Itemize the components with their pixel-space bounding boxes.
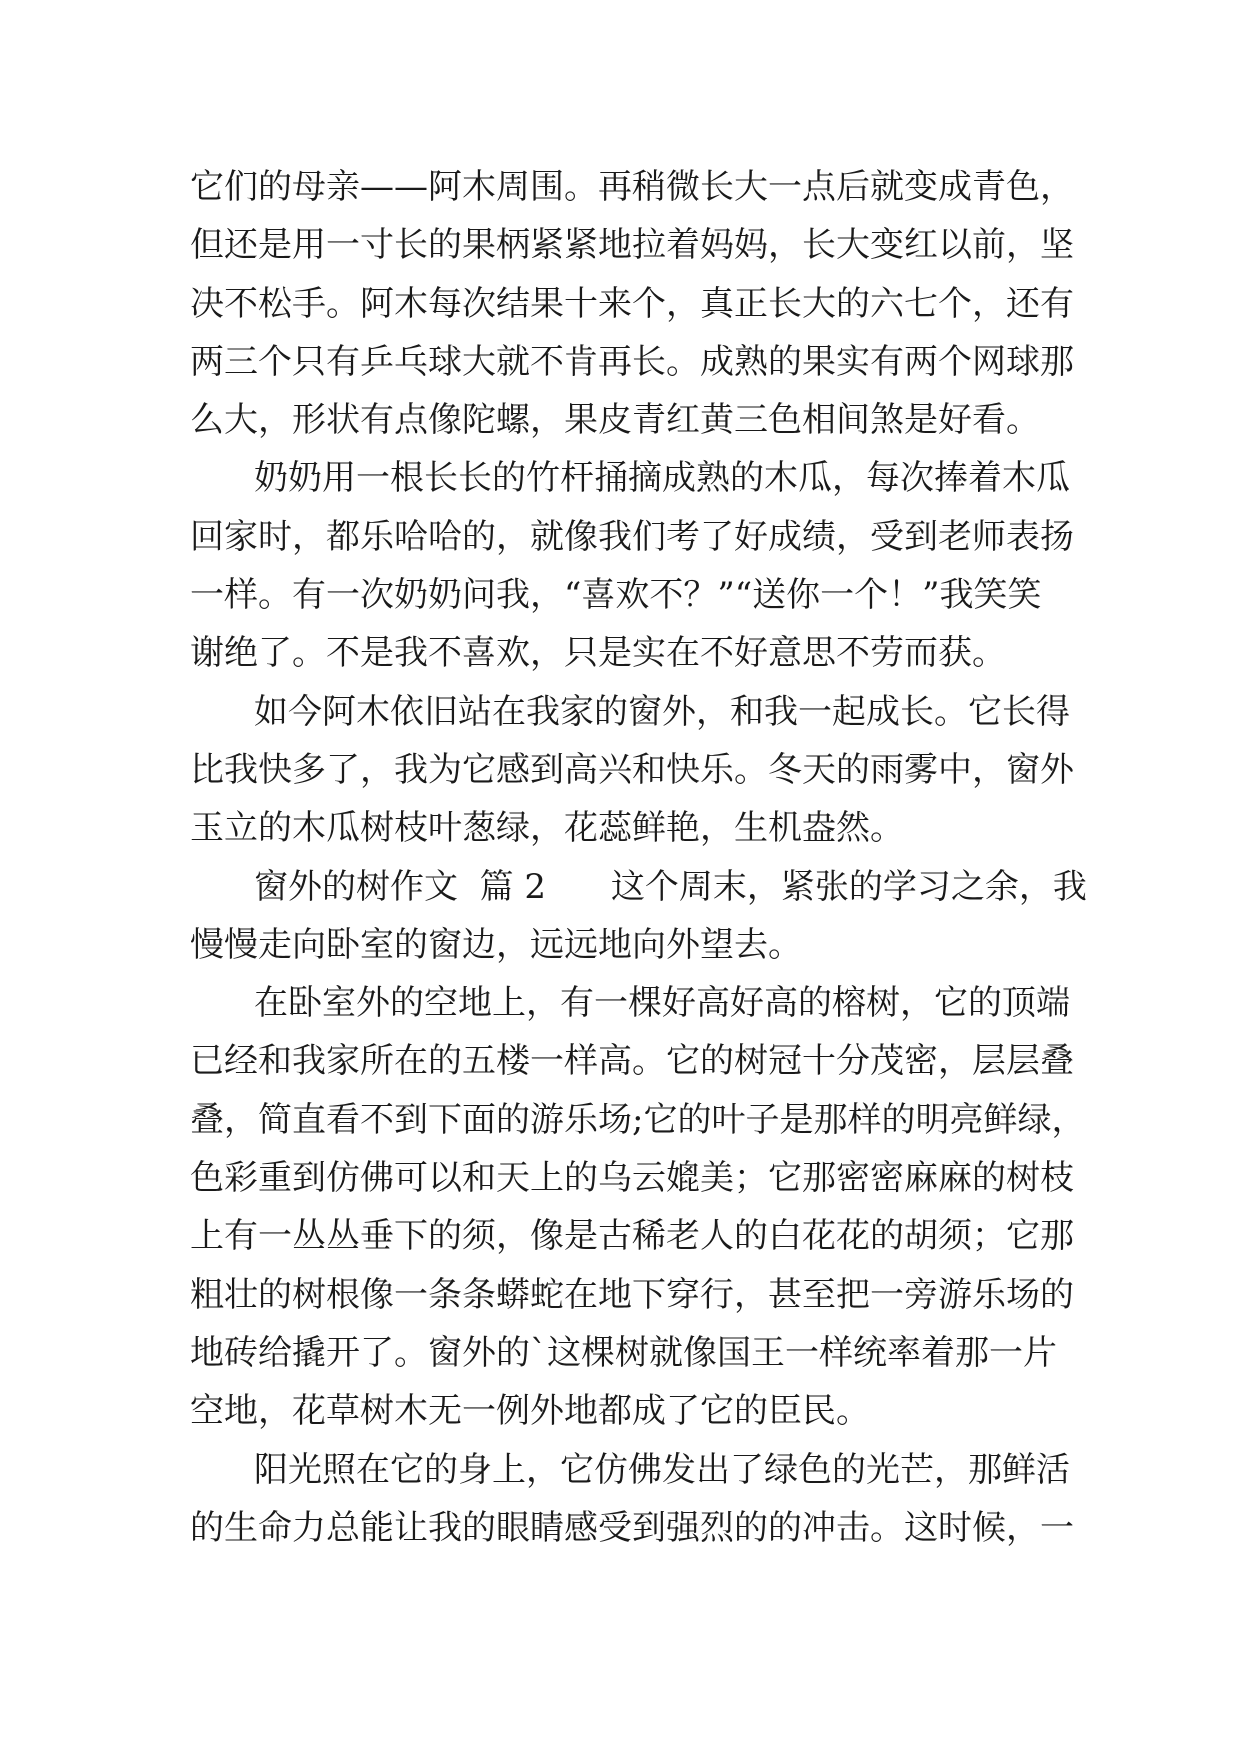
text-line: 玉立的木瓜树枝叶葱绿，花蕊鲜艳，生机盎然。 [190,808,904,849]
text-line: 么大，形状有点像陀螺，果皮青红黄三色相间煞是好看。 [190,400,1040,441]
paragraph-4 [190,858,1087,975]
text-line: 慢慢走向卧室的窗边，远远地向外望去。 [190,924,802,965]
text-line: 但还是用一寸长的果柄紧紧地拉着妈妈，长大变红以前，坚 [190,225,1074,266]
paragraph-2 [190,449,1074,682]
text-line: 谢绝了。不是我不喜欢，只是实在不好意思不劳而获。 [190,633,1006,674]
text-line: 奶奶用一根长长的竹杆捅摘成熟的木瓜，每次捧着木瓜 [254,458,1070,499]
text-line: 的生命力总能让我的眼睛感受到强烈的的冲击。这时候，一 [190,1507,1074,1548]
text-line: 粗壮的树根像一条条蟒蛇在地下穿行，甚至把一旁游乐场的 [190,1274,1074,1315]
text-line: 色彩重到仿佛可以和天上的乌云媲美；它那密密麻麻的树枝 [190,1158,1074,1199]
paragraph-3 [190,683,1074,858]
section-heading-line: 窗外的树作文 篇 2 这个周末，紧张的学习之余，我 [254,866,1087,907]
text-line: 空地，花草树木无一例外地都成了它的臣民。 [190,1391,870,1432]
text-line: 回家时，都乐哈哈的，就像我们考了好成绩，受到老师表扬 [190,516,1074,557]
text-line: 阳光照在它的身上，它仿佛发出了绿色的光芒，那鲜活 [254,1449,1070,1490]
text-line: 比我快多了，我为它感到高兴和快乐。冬天的雨雾中，窗外 [190,749,1074,790]
text-line: 上有一丛丛垂下的须，像是古稀老人的白花花的胡须；它那 [190,1216,1074,1257]
text-line: 地砖给撬开了。窗外的`这棵树就像国王一样统率着那一片 [190,1332,1057,1373]
text-line: 一样。有一次奶奶问我，“喜欢不？”“送你一个！”我笑笑 [190,575,1042,616]
text-line: 两三个只有乒乓球大就不肯再长。成熟的果实有两个网球那 [190,341,1074,382]
text-line: 如今阿木依旧站在我家的窗外，和我一起成长。它长得 [254,691,1070,732]
paragraph-5 [190,974,1086,1440]
paragraph-6 [190,1441,1074,1558]
text-line: 已经和我家所在的五楼一样高。它的树冠十分茂密，层层叠 [190,1041,1074,1082]
text-line: 在卧室外的空地上，有一棵好高好高的榕树，它的顶端 [254,983,1070,1024]
document-page [190,158,1087,1557]
paragraph-1 [190,158,1074,449]
text-line: 它们的母亲——阿木周围。再稍微长大一点后就变成青色， [190,167,1074,207]
text-line: 决不松手。阿木每次结果十来个，真正长大的六七个，还有 [190,283,1074,324]
text-line: 叠，简直看不到下面的游乐场;它的叶子是那样的明亮鲜绿， [190,1099,1086,1140]
